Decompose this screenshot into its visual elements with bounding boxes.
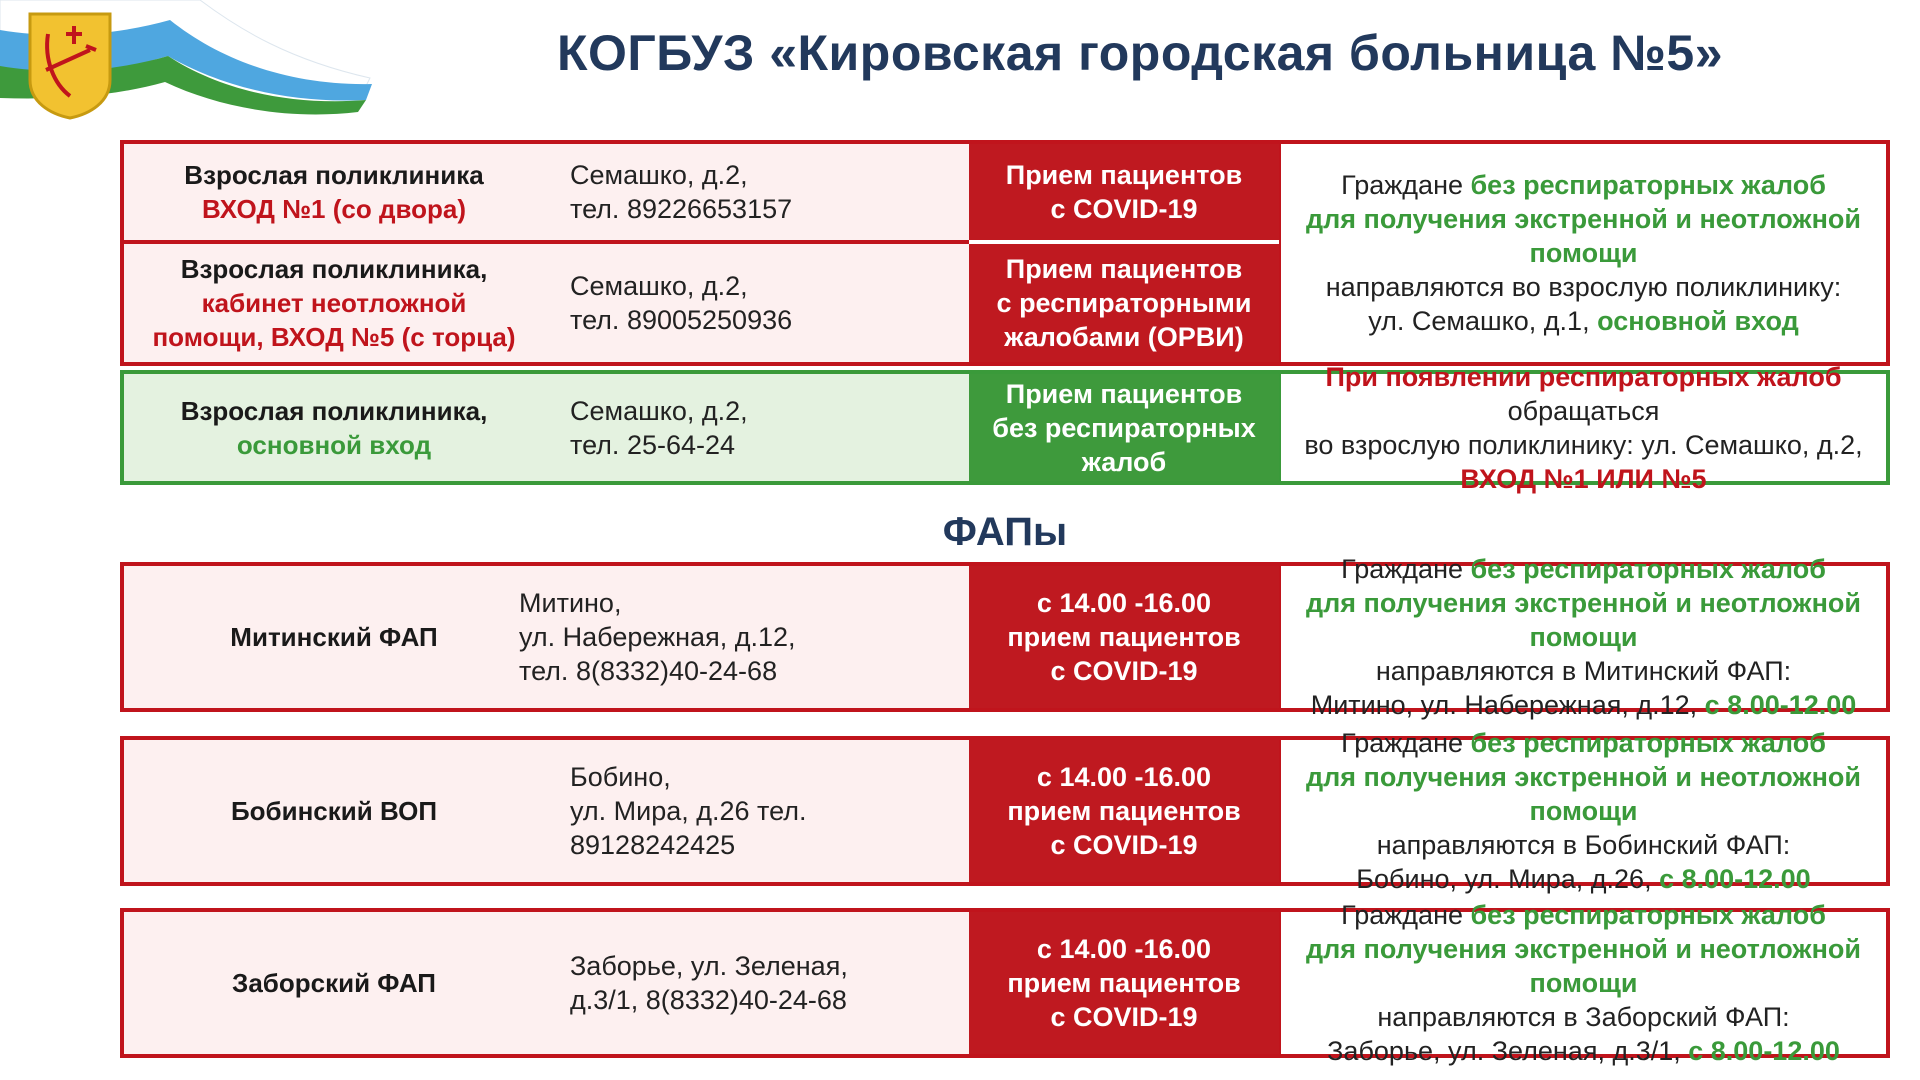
address-line: Семашко, д.2, xyxy=(570,160,748,190)
note-highlight: основной вход xyxy=(1597,306,1799,336)
status-line: без респираторных xyxy=(992,412,1256,443)
note-text: Митино, ул. Набережная, д.12, xyxy=(1310,690,1705,720)
note-highlight: с 8.00-12.00 xyxy=(1704,690,1857,720)
phone-line: 89128242425 xyxy=(570,830,736,860)
address-line: д.3/1, 8(8332)40-24-68 xyxy=(570,985,847,1015)
block-covid-entrances xyxy=(120,140,1890,366)
note-highlight: без респираторных жалоб xyxy=(1470,728,1826,758)
fap-status xyxy=(969,912,1279,1054)
note-text: направляются во взрослую поликлинику: xyxy=(1325,272,1842,302)
status-line: с COVID-19 xyxy=(1050,1002,1198,1032)
clinic-name-line: Взрослая поликлиника, xyxy=(180,395,488,426)
note-respiratory xyxy=(1279,361,1886,494)
fap-note xyxy=(1279,900,1886,1066)
status-line: жалоб xyxy=(1081,446,1167,477)
section-title: ФАПы xyxy=(942,510,1068,554)
status-line: с 14.00 -16.00 xyxy=(1036,934,1212,964)
status-no-respiratory xyxy=(969,374,1279,481)
status-line: прием пациентов xyxy=(1007,622,1241,652)
status-line: прием пациентов xyxy=(1007,968,1241,998)
phone-line: тел. 25-64-24 xyxy=(570,429,736,460)
note-text: Граждане xyxy=(1341,728,1471,758)
status-line: Прием пациентов xyxy=(1005,160,1243,190)
note-text: во взрослую поликлинику: ул. Семашко, д.2, xyxy=(1304,429,1863,460)
address-line: ул. Мира, д.26 тел. xyxy=(570,796,807,826)
fap-block xyxy=(120,554,1890,720)
fap-status xyxy=(969,566,1279,708)
note-highlight: для получения экстренной и неотложной помощи xyxy=(1306,934,1861,998)
address-line: Заборье, ул. Зеленая, xyxy=(570,951,848,981)
status-covid xyxy=(969,144,1279,240)
fap-note xyxy=(1279,728,1886,894)
coat-of-arms-icon xyxy=(26,10,114,120)
note-text: Граждане xyxy=(1341,900,1471,930)
clinic-name-line: Взрослая поликлиника, xyxy=(180,254,488,284)
note-text: Бобино, ул. Мира, д.26, xyxy=(1356,864,1660,894)
note-highlight: с 8.00-12.00 xyxy=(1659,864,1811,894)
address-line: Семашко, д.2, xyxy=(570,271,748,301)
note-highlight: без респираторных жалоб xyxy=(1470,900,1826,930)
address-line: ул. Набережная, д.12, xyxy=(519,622,796,652)
fap-name xyxy=(124,740,544,882)
status-line: с COVID-19 xyxy=(1050,830,1198,860)
status-line: Прием пациентов xyxy=(1005,254,1243,284)
entrance-label: ВХОД №1 (со двора) xyxy=(201,194,466,224)
status-line: с COVID-19 xyxy=(1050,656,1198,686)
fap-name-text: Бобинский ВОП xyxy=(230,796,438,826)
note-highlight: без респираторных жалоб xyxy=(1470,554,1826,584)
clinic-name-line: Взрослая поликлиника xyxy=(184,160,484,190)
status-line: с 14.00 -16.00 xyxy=(1036,588,1212,618)
fap-name-text: Заборский ФАП xyxy=(232,968,436,998)
fap-name xyxy=(124,566,544,708)
note-highlight: При появлении респираторных жалоб xyxy=(1325,361,1842,392)
status-line: с респираторными xyxy=(996,288,1252,318)
note-highlight: без респираторных жалоб xyxy=(1470,170,1826,200)
status-orvi xyxy=(969,244,1279,362)
note-text: ул. Семашко, д.1, xyxy=(1368,306,1598,336)
address-line: Митино, xyxy=(519,588,622,618)
note-highlight: для получения экстренной и неотложной помощи xyxy=(1306,204,1861,268)
fap-block xyxy=(120,728,1890,894)
clinic-address-entry5 xyxy=(544,244,969,362)
status-line: с COVID-19 xyxy=(1050,194,1198,224)
page-title: КОГБУЗ «Кировская городская больница №5» xyxy=(556,25,1724,81)
phone-line: тел. 8(8332)40-24-68 xyxy=(519,656,778,686)
entrance-label: кабинет неотложной xyxy=(201,288,467,318)
status-line: прием пациентов xyxy=(1007,796,1241,826)
fap-status xyxy=(969,740,1279,882)
clinic-address-main xyxy=(544,374,969,481)
phone-line: тел. 89005250936 xyxy=(570,305,793,335)
address-line: Бобино, xyxy=(570,762,671,792)
entrance-label: основной вход xyxy=(236,429,432,460)
fap-name xyxy=(124,912,544,1054)
block-main-entrance xyxy=(120,361,1890,494)
note-text: обращаться xyxy=(1507,395,1660,426)
address-line: Семашко, д.2, xyxy=(570,395,748,426)
note-highlight: с 8.00-12.00 xyxy=(1688,1036,1840,1066)
fap-note xyxy=(1279,554,1886,720)
fap-address xyxy=(519,566,969,708)
fap-address xyxy=(544,740,969,882)
fap-block xyxy=(120,900,1890,1066)
note-text: Граждане xyxy=(1341,170,1471,200)
note-text: направляются в Митинский ФАП: xyxy=(1375,656,1792,686)
status-line: с 14.00 -16.00 xyxy=(1036,762,1212,792)
note-highlight: для получения экстренной и неотложной помощи xyxy=(1306,762,1861,826)
status-line: жалобами (ОРВИ) xyxy=(1004,322,1244,352)
clinic-address-entry1 xyxy=(544,144,969,240)
entrance-label: помощи, ВХОД №5 (с торца) xyxy=(152,322,516,352)
clinic-name-main xyxy=(124,374,544,481)
phone-line: тел. 89226653157 xyxy=(570,194,793,224)
fap-name-text: Митинский ФАП xyxy=(230,622,438,652)
note-no-respiratory xyxy=(1279,144,1886,362)
fap-address xyxy=(544,912,969,1054)
note-text: направляются в Бобинский ФАП: xyxy=(1376,830,1791,860)
clinic-name-entry5 xyxy=(124,244,544,362)
status-line: Прием пациентов xyxy=(1005,378,1243,409)
clinic-name-entry1 xyxy=(124,144,544,240)
note-highlight: ВХОД №1 ИЛИ №5 xyxy=(1460,463,1707,494)
note-text: Заборье, ул. Зеленая, д.3/1, xyxy=(1327,1036,1689,1066)
note-highlight: для получения экстренной и неотложной помощи xyxy=(1306,588,1861,652)
note-text: направляются в Заборский ФАП: xyxy=(1377,1002,1790,1032)
note-text: Граждане xyxy=(1341,554,1471,584)
